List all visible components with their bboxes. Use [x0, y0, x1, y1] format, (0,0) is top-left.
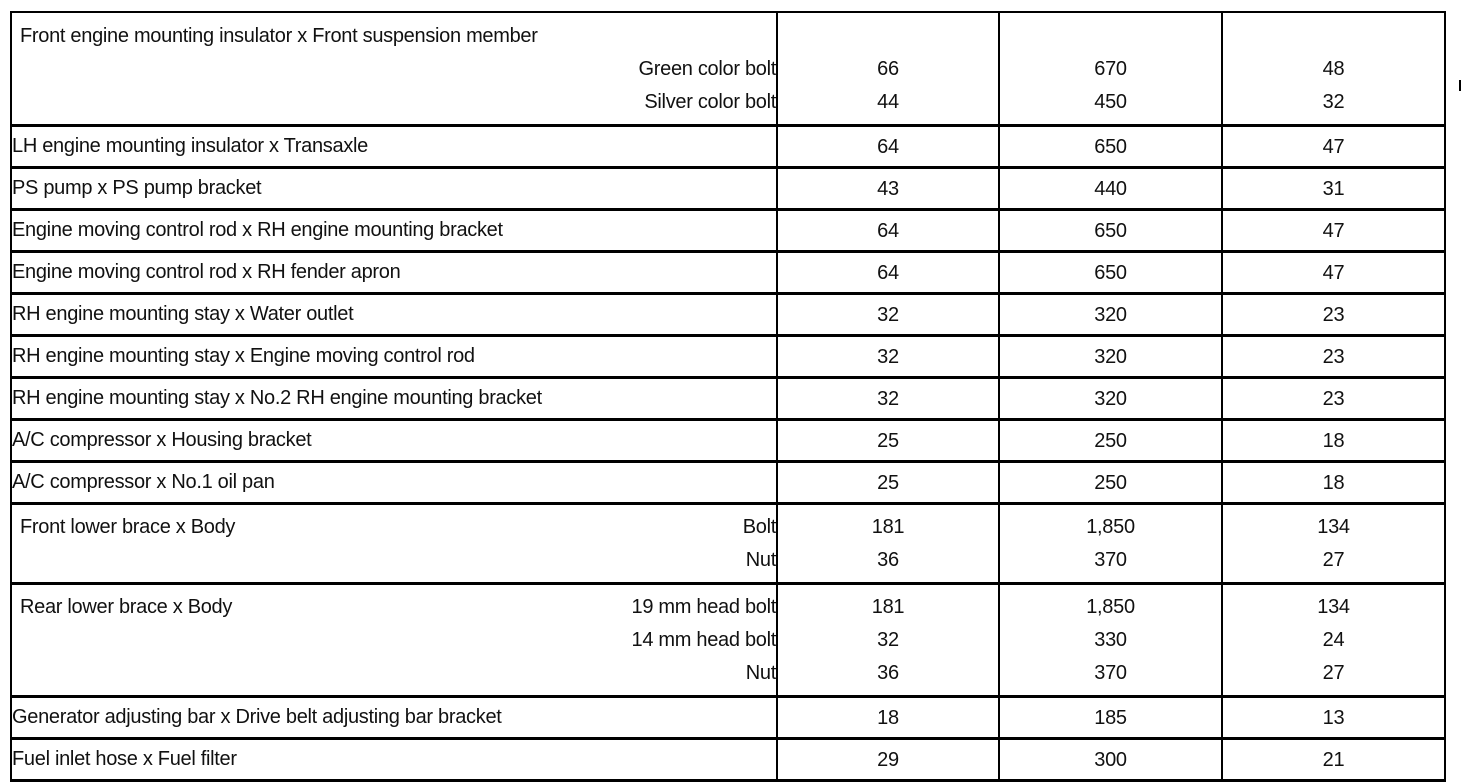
- table-row: [11, 378, 1445, 420]
- torque-nm-cell: [777, 378, 999, 420]
- torque-value: 25: [877, 472, 899, 494]
- part-description: RH engine mounting stay x No.2 RH engine mounting bracket: [12, 387, 542, 409]
- torque-value: 134: [1317, 596, 1350, 618]
- torque-value: 32: [877, 304, 899, 326]
- torque-value: 440: [1094, 178, 1127, 200]
- torque-value: 23: [1322, 304, 1345, 326]
- torque-value: 18: [877, 707, 899, 729]
- part-description: Engine moving control rod x RH engine mounting bracket: [12, 219, 503, 241]
- part-description: RH engine mounting stay x Water outlet: [12, 303, 354, 325]
- fastener-label: Bolt: [742, 516, 776, 538]
- torque-value: 1,850: [1086, 596, 1135, 618]
- table-row: [11, 584, 1445, 697]
- table-row: [11, 210, 1445, 252]
- torque-nm-cell: [777, 739, 999, 781]
- torque-ftlbf-cell: [1222, 697, 1445, 739]
- torque-kgfcm-cell: [999, 294, 1222, 336]
- torque-value: 32: [1322, 91, 1345, 113]
- fastener-label: Silver color bolt: [644, 91, 776, 113]
- part-description-cell: [11, 462, 777, 504]
- fastener-label: 14 mm head bolt: [631, 629, 776, 651]
- torque-value: 650: [1094, 136, 1127, 158]
- torque-value: 64: [877, 136, 899, 158]
- torque-value: 43: [877, 178, 899, 200]
- torque-nm-cell: [777, 168, 999, 210]
- torque-kgfcm-cell: [999, 378, 1222, 420]
- torque-value: 250: [1094, 472, 1127, 494]
- torque-kgfcm-cell: [999, 584, 1222, 697]
- part-description-cell: [11, 739, 777, 781]
- torque-kgfcm-cell: [999, 168, 1222, 210]
- torque-kgfcm-cell: [999, 462, 1222, 504]
- torque-kgfcm-cell: [999, 126, 1222, 168]
- part-description-cell: [11, 336, 777, 378]
- part-description-cell: [11, 378, 777, 420]
- part-description-cell: [11, 584, 777, 697]
- table-row: [11, 462, 1445, 504]
- part-description: Front lower brace x Body: [20, 516, 236, 538]
- part-description-cell: [11, 504, 777, 584]
- torque-value: 1,850: [1086, 516, 1135, 538]
- torque-value: 13: [1322, 707, 1345, 729]
- part-description: A/C compressor x Housing bracket: [12, 429, 312, 451]
- torque-value: 27: [1322, 662, 1345, 684]
- table-row: [11, 168, 1445, 210]
- torque-value: 23: [1322, 346, 1345, 368]
- torque-value: 23: [1322, 388, 1345, 410]
- torque-value: 27: [1322, 549, 1345, 571]
- torque-value: 185: [1094, 707, 1127, 729]
- part-description: Front engine mounting insulator x Front suspension member: [20, 25, 538, 47]
- part-description: Rear lower brace x Body: [20, 596, 233, 618]
- torque-kgfcm-cell: [999, 504, 1222, 584]
- torque-value: 32: [877, 388, 899, 410]
- part-description-cell: [11, 210, 777, 252]
- part-description-cell: [11, 168, 777, 210]
- torque-kgfcm-cell: [999, 336, 1222, 378]
- torque-value: 670: [1094, 58, 1127, 80]
- torque-nm-cell: [777, 697, 999, 739]
- fastener-label: 19 mm head bolt: [631, 596, 776, 618]
- fastener-label: Nut: [745, 662, 776, 684]
- torque-nm-cell: [777, 336, 999, 378]
- torque-value: 36: [877, 549, 899, 571]
- torque-value: 18: [1322, 430, 1345, 452]
- torque-value: 44: [877, 91, 899, 113]
- torque-nm-cell: [777, 252, 999, 294]
- torque-value: 18: [1322, 472, 1345, 494]
- part-description: LH engine mounting insulator x Transaxle: [12, 135, 368, 157]
- torque-kgfcm-cell: [999, 697, 1222, 739]
- torque-value: 32: [877, 346, 899, 368]
- torque-value: 650: [1094, 262, 1127, 284]
- margin-mark: [1459, 80, 1461, 91]
- torque-ftlbf-cell: [1222, 294, 1445, 336]
- table-row: [11, 504, 1445, 584]
- fastener-label: Green color bolt: [638, 58, 776, 80]
- torque-value: 48: [1322, 58, 1345, 80]
- table-row: [11, 336, 1445, 378]
- torque-value: 320: [1094, 346, 1127, 368]
- torque-value: 450: [1094, 91, 1127, 113]
- torque-value: 370: [1094, 662, 1127, 684]
- table-row: [11, 252, 1445, 294]
- torque-value: 29: [877, 749, 899, 771]
- table-row: [11, 739, 1445, 781]
- torque-ftlbf-cell: [1222, 210, 1445, 252]
- torque-value: 24: [1322, 629, 1345, 651]
- torque-kgfcm-cell: [999, 12, 1222, 126]
- torque-value: 25: [877, 430, 899, 452]
- torque-value: 64: [877, 220, 899, 242]
- torque-value: 64: [877, 262, 899, 284]
- torque-ftlbf-cell: [1222, 462, 1445, 504]
- part-description-cell: [11, 126, 777, 168]
- torque-nm-cell: [777, 504, 999, 584]
- torque-value: 47: [1322, 262, 1345, 284]
- torque-value: 650: [1094, 220, 1127, 242]
- torque-nm-cell: [777, 210, 999, 252]
- torque-nm-cell: [777, 12, 999, 126]
- table-row: [11, 294, 1445, 336]
- torque-nm-cell: [777, 126, 999, 168]
- torque-value: 250: [1094, 430, 1127, 452]
- part-description: Fuel inlet hose x Fuel filter: [12, 748, 237, 770]
- torque-value: 320: [1094, 304, 1127, 326]
- torque-value: 66: [877, 58, 899, 80]
- torque-value: 31: [1322, 178, 1345, 200]
- torque-ftlbf-cell: [1222, 336, 1445, 378]
- table-row: [11, 420, 1445, 462]
- torque-value: 300: [1094, 749, 1127, 771]
- torque-value: 47: [1322, 220, 1345, 242]
- torque-ftlbf-cell: [1222, 252, 1445, 294]
- torque-value: 181: [871, 516, 905, 538]
- torque-ftlbf-cell: [1222, 739, 1445, 781]
- part-description: RH engine mounting stay x Engine moving control rod: [12, 345, 475, 367]
- fastener-label: Nut: [745, 549, 776, 571]
- torque-value: 32: [877, 629, 899, 651]
- torque-nm-cell: [777, 584, 999, 697]
- torque-spec-document: [10, 11, 1444, 773]
- part-description: PS pump x PS pump bracket: [12, 177, 262, 199]
- torque-ftlbf-cell: [1222, 584, 1445, 697]
- part-description-cell: [11, 294, 777, 336]
- torque-value: 36: [877, 662, 899, 684]
- torque-ftlbf-cell: [1222, 12, 1445, 126]
- part-description-cell: [11, 12, 777, 126]
- torque-kgfcm-cell: [999, 420, 1222, 462]
- table-row: [11, 697, 1445, 739]
- part-description-cell: [11, 252, 777, 294]
- torque-ftlbf-cell: [1222, 126, 1445, 168]
- part-description-cell: [11, 420, 777, 462]
- part-description: Generator adjusting bar x Drive belt adjusting bar bracket: [12, 706, 502, 728]
- part-description: Engine moving control rod x RH fender apron: [12, 261, 401, 283]
- torque-ftlbf-cell: [1222, 420, 1445, 462]
- torque-ftlbf-cell: [1222, 504, 1445, 584]
- torque-ftlbf-cell: [1222, 168, 1445, 210]
- torque-nm-cell: [777, 462, 999, 504]
- table-row: [11, 126, 1445, 168]
- torque-value: 370: [1094, 549, 1127, 571]
- torque-kgfcm-cell: [999, 210, 1222, 252]
- torque-value: 320: [1094, 388, 1127, 410]
- torque-nm-cell: [777, 294, 999, 336]
- torque-value: 181: [871, 596, 905, 618]
- torque-value: 21: [1322, 749, 1345, 771]
- part-description: A/C compressor x No.1 oil pan: [12, 471, 275, 493]
- torque-value: 330: [1094, 629, 1127, 651]
- part-description-cell: [11, 697, 777, 739]
- table-row: [11, 12, 1445, 126]
- torque-ftlbf-cell: [1222, 378, 1445, 420]
- torque-kgfcm-cell: [999, 252, 1222, 294]
- torque-kgfcm-cell: [999, 739, 1222, 781]
- torque-value: 47: [1322, 136, 1345, 158]
- torque-value: 134: [1317, 516, 1350, 538]
- torque-spec-table: [10, 11, 1446, 782]
- torque-nm-cell: [777, 420, 999, 462]
